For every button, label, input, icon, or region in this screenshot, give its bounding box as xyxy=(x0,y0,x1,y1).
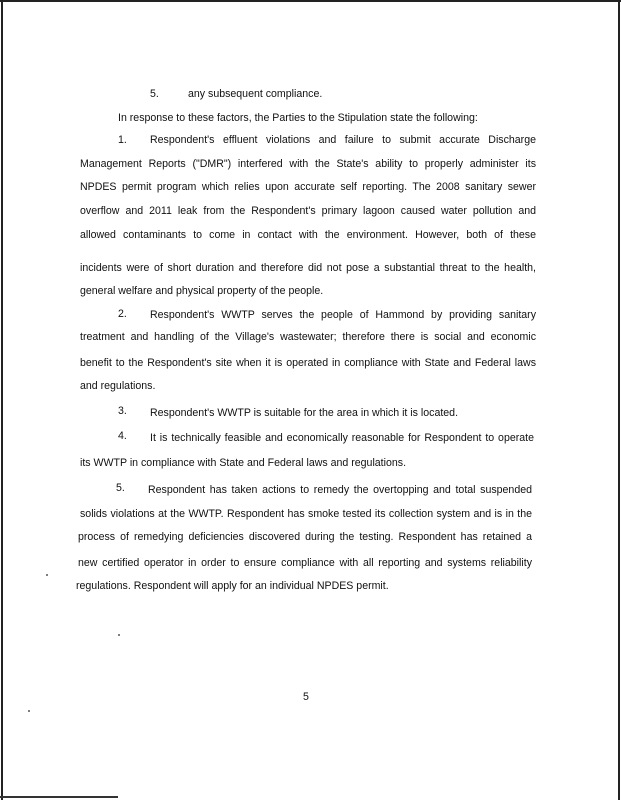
scan-speck xyxy=(118,634,120,636)
paragraph-2-first-line: Respondent's WWTP serves the people of Hammond by providing sanitary xyxy=(150,309,536,321)
paragraph-5-line: new certified operator in order to ensure compliance with all reporting and systems reliability xyxy=(78,557,532,569)
paragraph-3-number: 3. xyxy=(118,405,127,417)
scan-speck xyxy=(28,710,30,712)
paragraph-3-first-line: Respondent's WWTP is suitable for the area in which it is located. xyxy=(150,407,459,419)
paragraph-2-line: treatment and handling of the Village's wastewater; therefore there is social and economic xyxy=(80,331,536,343)
paragraph-1-line: NPDES permit program which relies upon accurate self reporting. The 2008 sanitary sewer xyxy=(80,181,536,193)
scan-right-edge xyxy=(618,0,620,800)
scan-left-edge xyxy=(1,0,3,800)
item5-number: 5. xyxy=(150,88,159,100)
paragraph-5-first-line: Respondent has taken actions to remedy the overtopping and total suspended xyxy=(148,484,532,496)
paragraph-4-first-line: It is technically feasible and economically reasonable for Respondent to operate xyxy=(150,432,534,444)
paragraph-1-first-line: Respondent's effluent violations and failure to submit accurate Discharge xyxy=(150,134,536,146)
paragraph-2-line: benefit to the Respondent's site when it is operated in compliance with State and Federal laws xyxy=(80,357,536,369)
paragraph-5-line: solids violations at the WWTP. Respondent has smoke tested its collection system and is in the xyxy=(80,508,532,520)
bottom-rule xyxy=(0,796,118,798)
paragraph-5-number: 5. xyxy=(116,482,125,494)
paragraph-2-number: 2. xyxy=(118,308,127,320)
intro-text: In response to these factors, the Parties to the Stipulation state the following: xyxy=(118,112,478,124)
paragraph-1-line: incidents were of short duration and therefore did not pose a substantial threat to the health, xyxy=(80,262,536,274)
paragraph-1-number: 1. xyxy=(118,134,127,146)
paragraph-5-line: regulations. Respondent will apply for an individual NPDES permit. xyxy=(76,580,389,592)
page-number: 5 xyxy=(303,691,309,703)
paragraph-2-line: and regulations. xyxy=(80,380,156,392)
paragraph-1-line: Management Reports ("DMR") interfered with the State's ability to properly administer its xyxy=(80,158,536,170)
paragraph-1-line: overflow and 2011 leak from the Respondent's primary lagoon caused water pollution and xyxy=(80,205,536,217)
paragraph-1-line: allowed contaminants to come in contact with the environment. However, both of these xyxy=(80,229,536,241)
paragraph-1-line: general welfare and physical property of the people. xyxy=(80,285,324,297)
scan-top-edge xyxy=(0,0,621,2)
scan-speck xyxy=(46,574,48,576)
paragraph-4-number: 4. xyxy=(118,430,127,442)
item5-text: any subsequent compliance. xyxy=(188,88,323,100)
paragraph-4-line: its WWTP in compliance with State and Federal laws and regulations. xyxy=(80,457,407,469)
paragraph-5-line: process of remedying deficiencies discovered during the testing. Respondent has retained a xyxy=(78,531,532,543)
